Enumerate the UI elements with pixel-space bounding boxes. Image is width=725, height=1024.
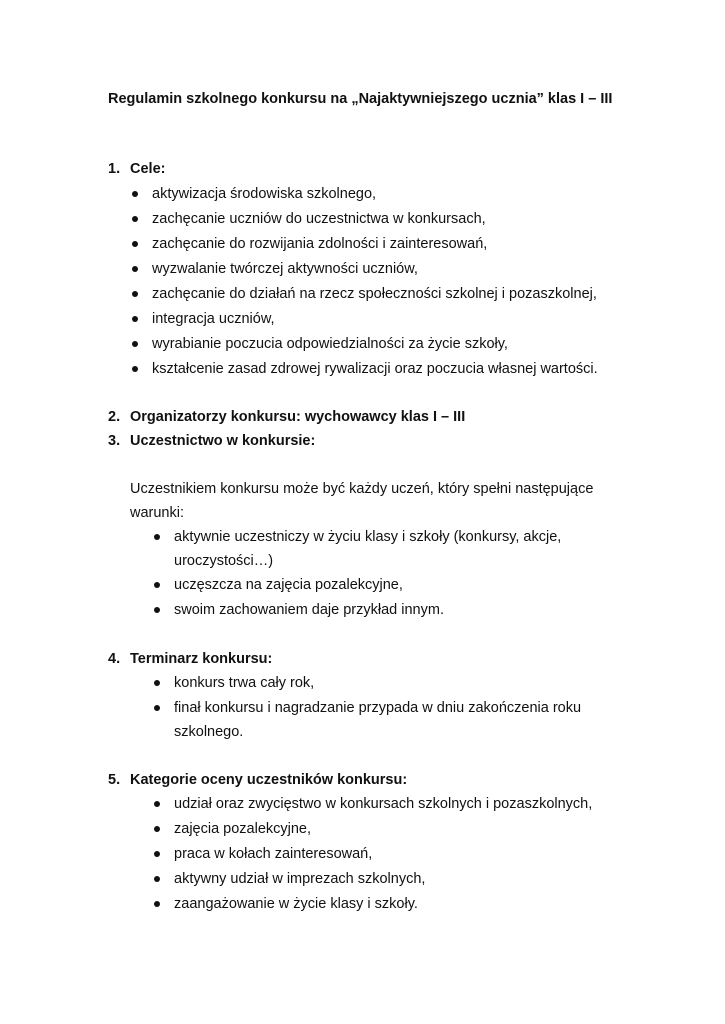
list-item: zachęcanie uczniów do uczestnictwa w konkursach, — [152, 211, 486, 227]
list-item: zachęcanie do rozwijania zdolności i zainteresowań, — [152, 236, 488, 252]
bullet-icon — [154, 680, 160, 686]
section-2-number: 2. — [108, 409, 121, 425]
list-item: aktywizacja środowiska szkolnego, — [152, 186, 377, 202]
section-1-number: 1. — [108, 161, 121, 177]
list-item: praca w kołach zainteresowań, — [174, 846, 373, 862]
list-item: uczęszcza na zajęcia pozalekcyjne, — [174, 577, 403, 593]
list-item: kształcenie zasad zdrowej rywalizacji oraz poczucia własnej wartości. — [152, 361, 598, 377]
list-item: wyzwalanie twórczej aktywności uczniów, — [152, 261, 418, 277]
section-3-heading: Uczestnictwo w konkursie: — [130, 433, 316, 449]
list-item: konkurs trwa cały rok, — [174, 675, 315, 691]
section-4-number: 4. — [108, 651, 121, 667]
bullet-icon — [132, 291, 138, 297]
list-item: zachęcanie do działań na rzecz społeczności szkolnej i pozaszkolnej, — [152, 286, 597, 302]
list-item: wyrabianie poczucia odpowiedzialności za życie szkoły, — [152, 336, 508, 352]
section-5-number: 5. — [108, 772, 121, 788]
list-item: aktywny udział w imprezach szkolnych, — [174, 871, 426, 887]
list-item-continuation: szkolnego. — [174, 724, 244, 740]
bullet-icon — [132, 316, 138, 322]
bullet-icon — [132, 216, 138, 222]
list-item: aktywnie uczestniczy w życiu klasy i szkoły (konkursy, akcje, — [174, 529, 562, 545]
bullet-icon — [132, 341, 138, 347]
section-3-number: 3. — [108, 433, 121, 449]
bullet-icon — [154, 534, 160, 540]
bullet-icon — [132, 191, 138, 197]
list-item-continuation: uroczystości…) — [174, 553, 274, 569]
section-5-heading: Kategorie oceny uczestników konkursu: — [130, 772, 408, 788]
section-3-intro: Uczestnikiem konkursu może być każdy uczeń, który spełni następujące — [130, 481, 594, 497]
bullet-icon — [132, 266, 138, 272]
section-3-intro-cont: warunki: — [130, 505, 184, 521]
bullet-icon — [154, 901, 160, 907]
section-4-heading: Terminarz konkursu: — [130, 651, 273, 667]
bullet-icon — [154, 607, 160, 613]
section-1-heading: Cele: — [130, 161, 166, 177]
bullet-icon — [154, 876, 160, 882]
list-item: zajęcia pozalekcyjne, — [174, 821, 312, 837]
section-2-heading: Organizatorzy konkursu: wychowawcy klas I – III — [130, 409, 466, 425]
list-item: finał konkursu i nagradzanie przypada w dniu zakończenia roku — [174, 700, 582, 716]
bullet-icon — [132, 241, 138, 247]
list-item: udział oraz zwycięstwo w konkursach szkolnych i pozaszkolnych, — [174, 796, 593, 812]
list-item: swoim zachowaniem daje przykład innym. — [174, 602, 444, 618]
bullet-icon — [154, 826, 160, 832]
document-title: Regulamin szkolnego konkursu na „Najaktywniejszego ucznia” klas I – III — [108, 91, 613, 107]
list-item: zaangażowanie w życie klasy i szkoły. — [174, 896, 418, 912]
bullet-icon — [154, 582, 160, 588]
list-item: integracja uczniów, — [152, 311, 275, 327]
bullet-icon — [154, 801, 160, 807]
bullet-icon — [132, 366, 138, 372]
bullet-icon — [154, 705, 160, 711]
bullet-icon — [154, 851, 160, 857]
